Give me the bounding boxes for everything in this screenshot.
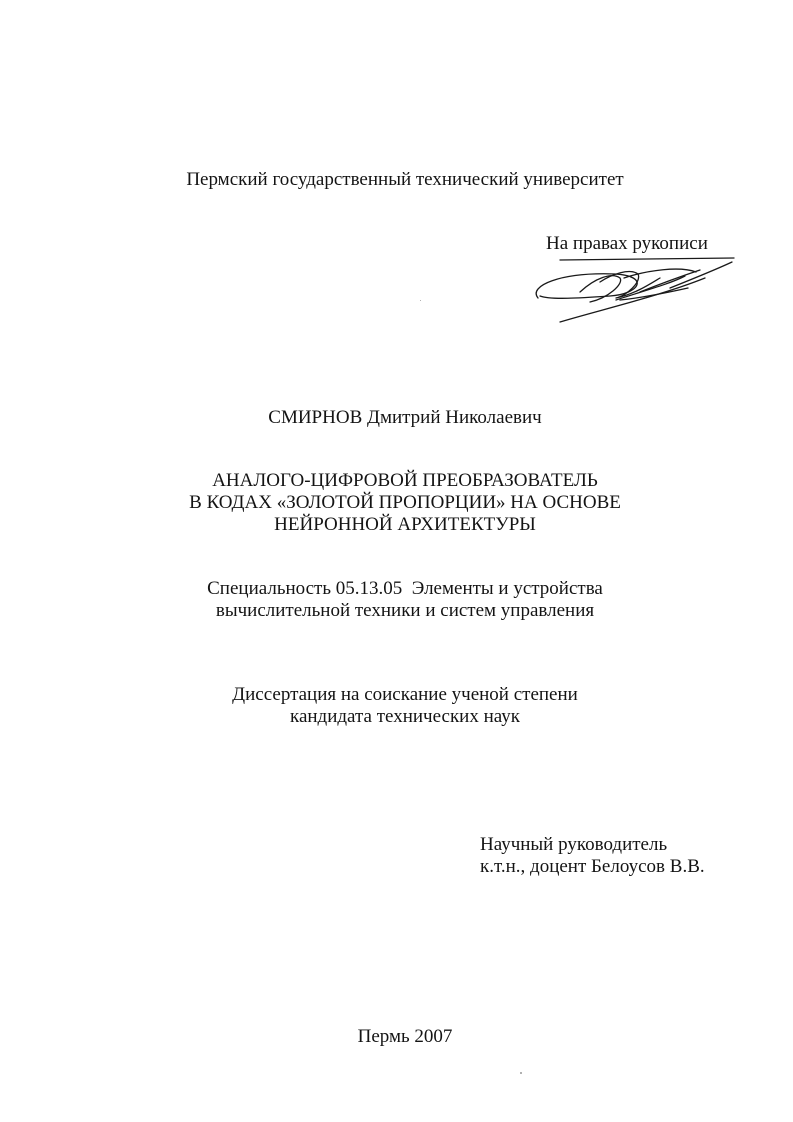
handwritten-signature [520,248,750,338]
title-line: В КОДАХ «ЗОЛОТОЙ ПРОПОРЦИИ» НА ОСНОВЕ [189,492,621,513]
title-line: НЕЙРОННОЙ АРХИТЕКТУРЫ [274,514,536,535]
degree-statement [0,684,793,728]
supervisor-name: к.т.н., доцент Белоусов В.В. [480,856,705,877]
scan-speck [420,300,421,301]
author-name: СМИРНОВ Дмитрий Николаевич [268,407,542,428]
supervisor-label: Научный руководитель [480,834,668,855]
university-name: Пермский государственный технический университет [186,169,624,190]
city-year: Пермь 2007 [357,1026,453,1047]
supervisor [480,834,705,878]
scan-speck [520,1072,522,1074]
title-line: АНАЛОГО-ЦИФРОВОЙ ПРЕОБРАЗОВАТЕЛЬ [212,470,598,491]
degree-line: кандидата технических наук [290,706,520,727]
degree-line: Диссертация на соискание ученой степени [232,684,578,705]
dissertation-title [0,470,793,536]
specialty [0,578,793,622]
specialty-line: Специальность 05.13.05 Элементы и устройства [207,578,603,599]
manuscript-rights-note: На правах рукописи [546,233,708,254]
specialty-line: вычислительной техники и систем управления [215,600,595,621]
